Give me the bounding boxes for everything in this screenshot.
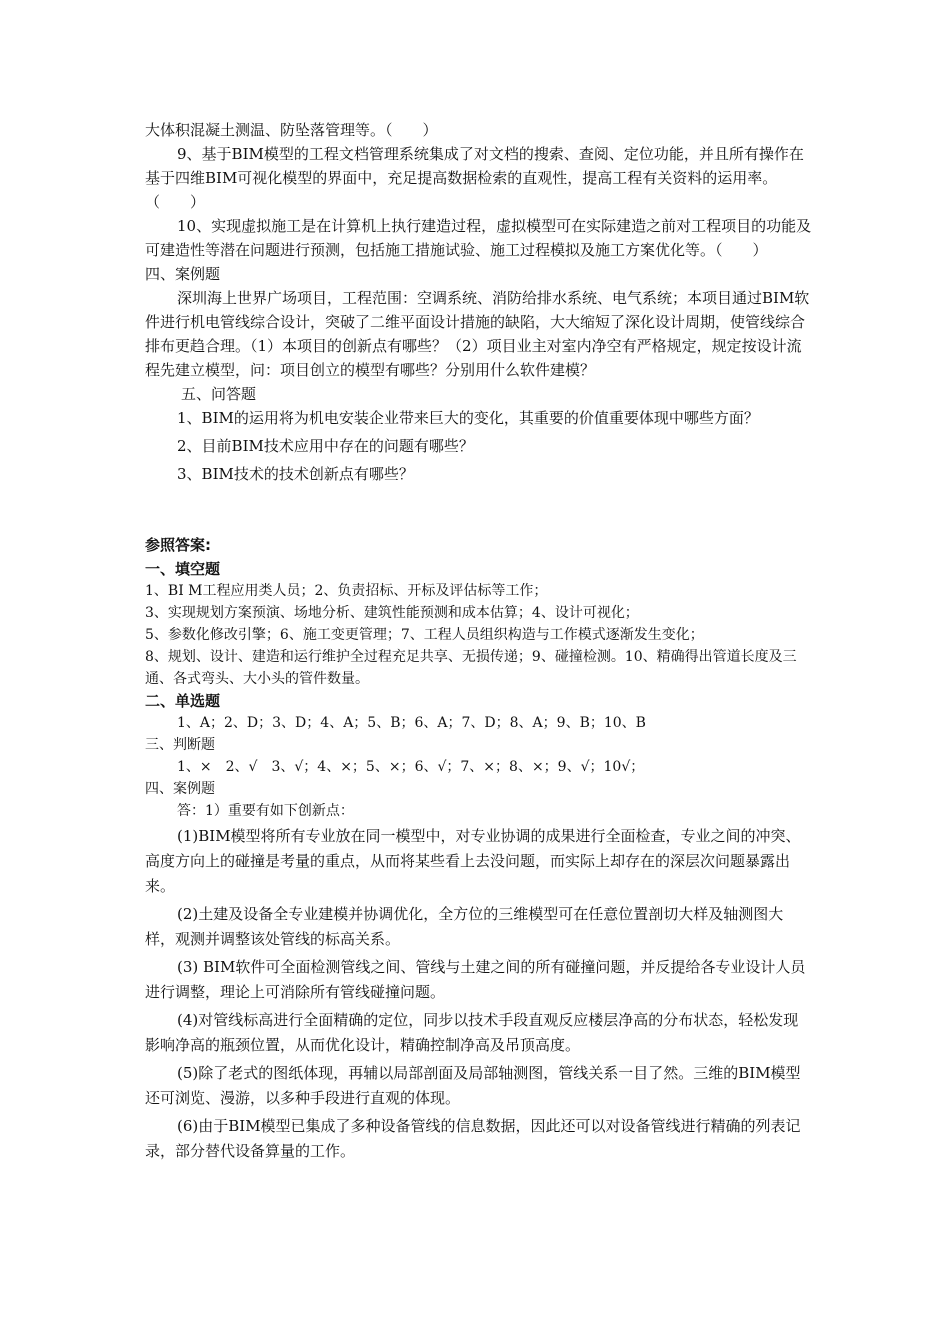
answers-tf-line: 1、× 2、√ 3、√；4、×；5、×；6、√；7、×；8、×；9、√；10√； xyxy=(177,759,645,775)
qa-heading: 五、问答题 xyxy=(181,385,257,403)
answers-fill-heading: 一、填空题 xyxy=(145,560,221,578)
answers-case-point: (3) BIM软件可全面检测管线之间、管线与土建之间的所有碰撞问题，并反提给各专业设计人员进行调整，理论上可消除所有管线碰撞问题。 xyxy=(145,958,806,1001)
answers-fill-line: 5、参数化修改引擎；6、施工变更管理；7、工程人员组织构造与工作模式逐渐发生变化； xyxy=(145,627,704,643)
answers-case-intro: 答：1）重要有如下创新点： xyxy=(177,803,354,819)
answers-single-line: 1、A；2、D；3、D；4、A；5、B；6、A；7、D；8、A；9、B；10、B xyxy=(177,715,646,731)
section-gap xyxy=(145,486,813,532)
tf-question-8-tail: 大体积混凝土测温、防坠落管理等。（ ） xyxy=(145,121,438,139)
answers-case-point: (6)由于BIM模型已集成了多种设备管线的信息数据，因此还可以对设备管线进行精确的列表记录，部分替代设备算量的工作。 xyxy=(145,1117,801,1160)
answers-case-heading: 四、案例题 xyxy=(145,781,215,797)
qa-question-1: 1、BIM的运用将为机电安装企业带来巨大的变化，其重要的价值重要体现中哪些方面？ xyxy=(177,409,759,427)
answers-case-point: (4)对管线标高进行全面精确的定位，同步以技术手段直观反应楼层净高的分布状态，轻松发现影响净高的瓶颈位置，从而优化设计，精确控制净高及吊顶高度。 xyxy=(145,1011,799,1054)
answers-case-point: (2)土建及设备全专业建模并协调优化，全方位的三维模型可在任意位置剖切大样及轴测图大样，观测并调整该处管线的标高关系。 xyxy=(145,905,784,948)
case-heading: 四、案例题 xyxy=(145,265,221,283)
qa-question-3: 3、BIM技术的技术创新点有哪些？ xyxy=(177,465,414,483)
tf-question-9: 9、基于BIM模型的工程文档管理系统集成了对文档的搜索、查阅、定位功能，并且所有操作在基于四维BIM可视化模型的界面中，充足提高数据检索的直观性，提高工程有关资料的运用率。（ ） xyxy=(145,145,804,211)
answers-single-heading: 二、单选题 xyxy=(145,692,221,710)
tf-question-10: 10、实现虚拟施工是在计算机上执行建造过程，虚拟模型可在实际建造之前对工程项目的功能及可建造性等潜在问题进行预测，包括施工措施试验、施工过程模拟及施工方案优化等。（ ） xyxy=(145,217,812,259)
answers-fill-line: 3、实现规划方案预演、场地分析、建筑性能预测和成本估算；4、设计可视化； xyxy=(145,605,639,621)
answers-title: 参照答案: xyxy=(145,536,211,554)
answers-case-point: (1)BIM模型将所有专业放在同一模型中，对专业协调的成果进行全面检查，专业之间的冲突、高度方向上的碰撞是考量的重点，从而将某些看上去没问题，而实际上却存在的深层次问题暴露出来。 xyxy=(145,827,801,895)
answers-fill-line: 8、规划、设计、建造和运行维护全过程充足共享、无损传递；9、碰撞检测。10、精确得出管道长度及三通、各式弯头、大小头的管件数量。 xyxy=(145,649,797,687)
answers-tf-heading: 三、判断题 xyxy=(145,737,215,753)
answers-case-point: (5)除了老式的图纸体现，再辅以局部剖面及局部轴测图，管线关系一目了然。三维的BIM模型还可浏览、漫游，以多种手段进行直观的体现。 xyxy=(145,1064,801,1107)
qa-question-2: 2、目前BIM技术应用中存在的问题有哪些？ xyxy=(177,437,474,455)
case-question: 深圳海上世界广场项目，工程范围：空调系统、消防给排水系统、电气系统；本项目通过BIM软件进行机电管线综合设计，突破了二维平面设计措施的缺陷，大大缩短了深化设计周期，使管线综合排布更趋合理。（1）本项目的创新点有哪些？（2）项目业主对室内净空有严格规定，规定按设计流程先建立模型，问：项目创立的模型有哪些？分别用什么软件建模？ xyxy=(145,289,810,379)
answers-fill-line: 1、BI M工程应用类人员；2、负责招标、开标及评估标等工作； xyxy=(145,583,548,599)
page-content xyxy=(145,118,813,1164)
